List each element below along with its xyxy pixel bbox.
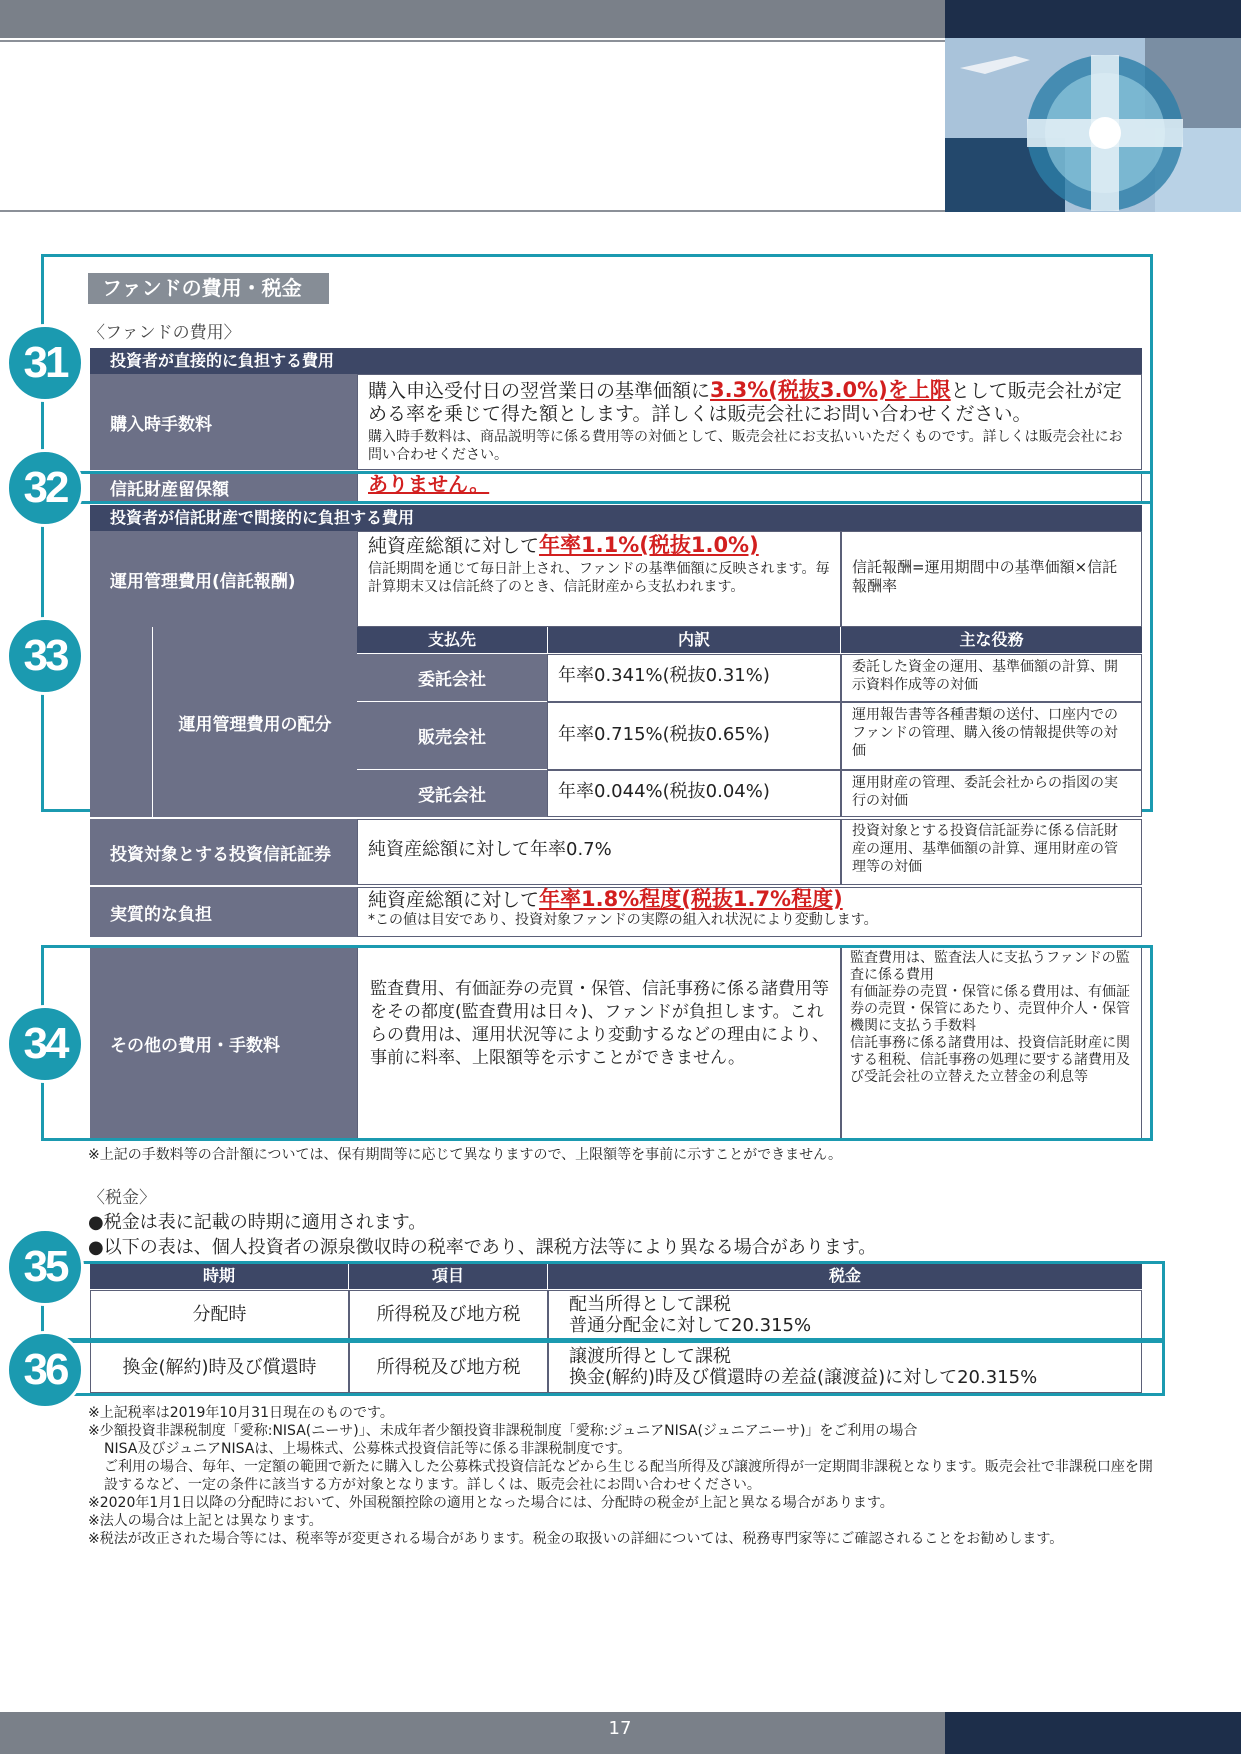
tax-heading: 〈税金〉 <box>88 1188 156 1208</box>
purchase-fee-text-b: として販売会社が定める率を乗じて得た額とします。詳しくは販売会社にお問い合わせください。 <box>368 380 1122 425</box>
badge-32: 32 <box>6 449 84 527</box>
highlight-frame-36 <box>41 1340 1165 1396</box>
badge-35: 35 <box>6 1228 84 1306</box>
tax-bullet-2: ●以下の表は、個人投資者の源泉徴収時の税率であり、課税方法等により異なる場合があります。 <box>88 1237 877 1258</box>
target-fund-label: 投資対象とする投資信託証券 <box>90 819 357 885</box>
mgmt-fee-formula: 信託報酬=運用期間中の基準価額×信託報酬率 <box>841 531 1142 627</box>
tax-header-item: 項目 <box>349 1263 547 1289</box>
mgmt-fee-text-a: 純資産総額に対して <box>368 535 540 557</box>
mgmt-fee-cell <box>357 531 841 627</box>
tax-row-0-line2: 普通分配金に対して20.315% <box>569 1315 812 1336</box>
indirect-cost-band: 投資者が信託財産で間接的に負担する費用 <box>90 505 1142 531</box>
tax-header-timing: 時期 <box>90 1263 348 1289</box>
badge-33: 33 <box>6 617 84 695</box>
other-fees-text: 監査費用、有価証券の売買・保管、信託事務に係る諸費用等をその都度(監査費用は日々)、ファンドが負担します。これらの費用は、運用状況等により変動するなどの理由により、事前に料率、上限額等を示すことができません。 <box>357 947 841 1139</box>
other-fees-label: その他の費用・手数料 <box>90 947 357 1139</box>
tax-row-0-line1: 配当所得として課税 <box>569 1294 731 1315</box>
effective-note: *この値は目安であり、投資対象ファンドの実際の組入れ状況により変動します。 <box>368 912 878 928</box>
tax-note-2: NISA及びジュニアNISAは、上場株式、公募株式投資信託等に係る非課税制度です。 <box>104 1441 632 1457</box>
header-globe-photo <box>945 38 1241 212</box>
purchase-fee-cell <box>357 374 1142 470</box>
badge-36: 36 <box>6 1331 84 1409</box>
allocation-role-1: 運用報告書等各種書類の送付、口座内でのファンドの管理、購入後の情報提供等の対価 <box>841 702 1142 770</box>
section-title: ファンドの費用・税金 <box>88 273 329 304</box>
tax-note-6: ※税法が改正された場合等には、税率等が変更される場合があります。税金の取扱いの詳細については、税務専門家等にご確認されることをお勧めします。 <box>88 1531 1064 1547</box>
effective-cell <box>357 887 1142 937</box>
purchase-fee-label: 購入時手数料 <box>90 374 357 470</box>
tax-row-1-line2: 換金(解約)時及び償還時の差益(譲渡益)に対して20.315% <box>569 1367 1038 1388</box>
badge-31: 31 <box>6 324 84 402</box>
allocation-role-0: 委託した資金の運用、基準価額の計算、開示資料作成等の対価 <box>841 654 1142 702</box>
direct-cost-band: 投資者が直接的に負担する費用 <box>90 348 1142 374</box>
allocation-spacer <box>90 627 152 817</box>
allocation-role-2: 運用財産の管理、委託会社からの指図の実行の対価 <box>841 770 1142 817</box>
cost-note: ※上記の手数料等の合計額については、保有期間等に応じて異なりますので、上限額等を事前に示すことができません。 <box>88 1147 843 1163</box>
header-bar-accent <box>945 0 1241 38</box>
tax-row-1-item: 所得税及び地方税 <box>349 1342 548 1393</box>
highlight-frame-35 <box>41 1261 1165 1341</box>
purchase-fee-note: 購入時手数料は、商品説明等に係る費用等の対価として、販売会社にお支払いいただくものです。詳しくは販売会社にお問い合わせください。 <box>368 429 1123 463</box>
allocation-payee-0: 委託会社 <box>357 654 547 702</box>
effective-text-a: 純資産総額に対して <box>368 889 540 911</box>
allocation-rate-2: 年率0.044%(税抜0.04%) <box>547 770 841 817</box>
allocation-payee-1: 販売会社 <box>357 702 547 770</box>
mgmt-fee-note: 信託期間を通じて毎日計上され、ファンドの基準価額に反映されます。毎計算期末又は信託終了のとき、信託財産から支払われます。 <box>368 561 830 595</box>
allocation-label: 運用管理費用の配分 <box>152 627 357 817</box>
badge-34: 34 <box>6 1005 84 1083</box>
highlight-frame-34 <box>41 945 1153 1141</box>
highlight-frame-32 <box>41 471 1153 504</box>
allocation-header-rate: 内訳 <box>548 627 840 653</box>
target-fund-role: 投資対象とする投資信託証券に係る信託財産の運用、基準価額の計算、運用財産の管理等の対価 <box>841 819 1142 885</box>
header-bar <box>0 0 945 38</box>
purchase-fee-cap: 3.3%(税抜3.0%)を上限 <box>710 378 951 402</box>
effective-label: 実質的な負担 <box>90 887 357 937</box>
tax-header-tax: 税金 <box>548 1263 1142 1289</box>
target-fund-value: 純資産総額に対して年率0.7% <box>357 819 841 885</box>
tax-note-4: ※2020年1月1日以降の分配時において、外国税額控除の適用となった場合には、分配時の税金が上記と異なる場合があります。 <box>88 1495 894 1511</box>
purchase-fee-text-a: 購入申込受付日の翌営業日の基準価額に <box>368 380 711 402</box>
fund-costs-heading: 〈ファンドの費用〉 <box>88 323 241 343</box>
retention-label: 信託財産留保額 <box>90 472 357 502</box>
allocation-rate-0: 年率0.341%(税抜0.31%) <box>547 654 841 702</box>
retention-value: ありません。 <box>368 472 490 496</box>
tax-note-3: ご利用の場合、毎年、一定額の範囲で新たに購入した公募株式投資信託などから生じる配当所得及び譲渡所得が一定期間非課税となります。販売会社で非課税口座を開設するなど、一定の条件に該当する方が対象となります。詳しくは、販売会社にお問い合わせください。 <box>104 1459 1153 1493</box>
header-divider <box>0 40 945 42</box>
allocation-payee-2: 受託会社 <box>357 770 547 817</box>
mgmt-fee-label: 運用管理費用(信託報酬) <box>90 531 357 627</box>
page-number: 17 <box>608 1718 632 1739</box>
allocation-rate-1: 年率0.715%(税抜0.65%) <box>547 702 841 770</box>
tax-note-0: ※上記税率は2019年10月31日現在のものです。 <box>88 1405 394 1421</box>
tax-note-5: ※法人の場合は上記とは異なります。 <box>88 1513 323 1529</box>
allocation-header-role: 主な役務 <box>841 627 1142 653</box>
mgmt-fee-rate: 年率1.1%(税抜1.0%) <box>539 533 759 557</box>
tax-note-1: ※少額投資非課税制度「愛称:NISA(ニーサ)」、未成年者少額投資非課税制度「愛称:ジュニアNISA(ジュニアニーサ)」をご利用の場合 <box>88 1423 918 1439</box>
tax-row-1-timing: 換金(解約)時及び償還時 <box>90 1342 349 1393</box>
tax-row-0-timing: 分配時 <box>90 1290 349 1340</box>
tax-row-1-line1: 譲渡所得として課税 <box>569 1346 731 1367</box>
other-fees-detail: 監査費用は、監査法人に支払うファンドの監査に係る費用 有価証券の売買・保管に係る費用は、有価証券の売買・保管にあたり、売買仲介人・保管機関に支払う手数料 信託事務に係る諸費用は、投資信託財産に関する租税、信託事務の処理に要する諸費用及び受託会社の立替えた立替金の利息等 <box>841 947 1142 1139</box>
tax-bullet-1: ●税金は表に記載の時期に適用されます。 <box>88 1212 427 1233</box>
allocation-header-payee: 支払先 <box>357 627 547 653</box>
footer-bar <box>0 1712 945 1754</box>
effective-rate: 年率1.8%程度(税抜1.7%程度) <box>539 887 843 911</box>
footer-bar-accent <box>945 1712 1241 1754</box>
header-divider-bottom <box>0 210 945 212</box>
tax-row-0-item: 所得税及び地方税 <box>349 1290 548 1340</box>
tax-notes <box>88 1404 1158 1548</box>
